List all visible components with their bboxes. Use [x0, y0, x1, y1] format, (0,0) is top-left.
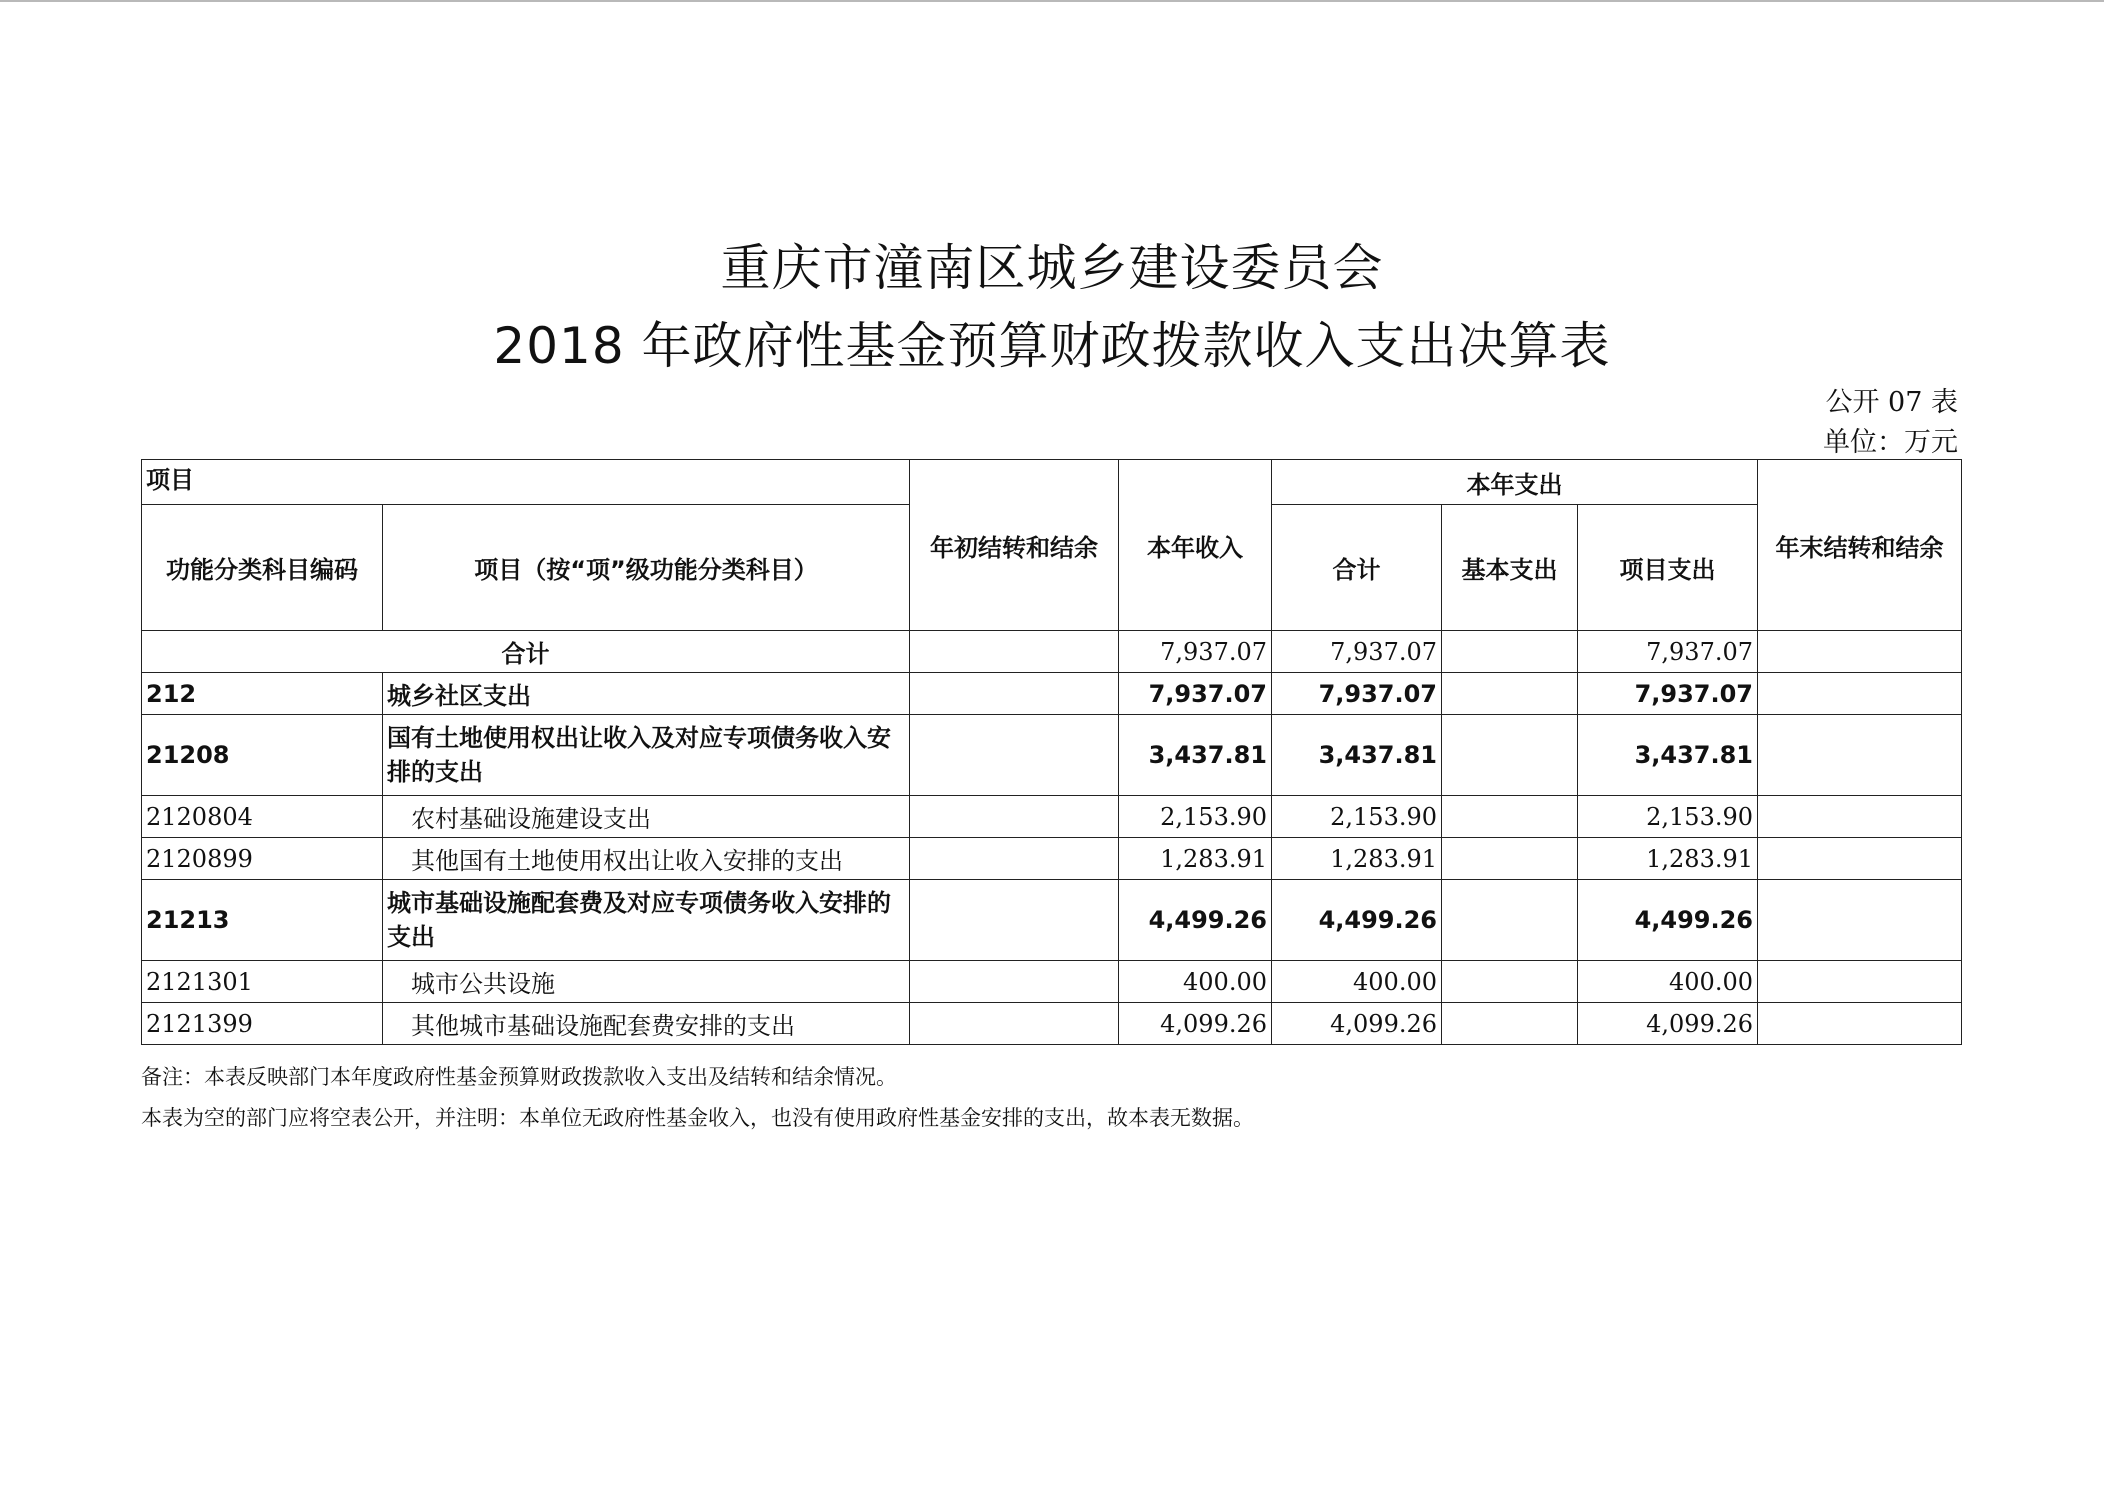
header-end-balance: 年末结转和结余	[1758, 460, 1962, 631]
row-end	[1758, 1003, 1962, 1045]
row-project: 400.00	[1578, 961, 1758, 1003]
row-total: 7,937.07	[1272, 631, 1442, 673]
row-end	[1758, 796, 1962, 838]
table-row	[142, 715, 1962, 796]
row-basic	[1442, 796, 1578, 838]
header-expense: 本年支出	[1272, 460, 1758, 505]
row-total: 4,499.26	[1272, 880, 1442, 961]
row-end	[1758, 880, 1962, 961]
row-name: 城市基础设施配套费及对应专项债务收入安排的支出	[383, 880, 910, 961]
row-project: 7,937.07	[1578, 631, 1758, 673]
row-code: 21208	[142, 715, 383, 796]
row-project: 3,437.81	[1578, 715, 1758, 796]
row-end	[1758, 715, 1962, 796]
row-begin	[910, 631, 1119, 673]
header-project: 项目支出	[1578, 505, 1758, 631]
row-name: 国有土地使用权出让收入及对应专项债务收入安排的支出	[383, 715, 910, 796]
row-begin	[910, 1003, 1119, 1045]
row-basic	[1442, 715, 1578, 796]
header-income: 本年收入	[1119, 460, 1272, 631]
row-end	[1758, 673, 1962, 715]
row-income: 3,437.81	[1119, 715, 1272, 796]
row-code: 2120899	[142, 838, 383, 880]
row-begin	[910, 715, 1119, 796]
row-begin	[910, 961, 1119, 1003]
row-income: 4,499.26	[1119, 880, 1272, 961]
row-income: 4,099.26	[1119, 1003, 1272, 1045]
page-title-line2: 2018 年政府性基金预算财政拨款收入支出决算表	[493, 317, 1611, 375]
row-basic	[1442, 838, 1578, 880]
row-name: 城市公共设施	[383, 961, 910, 1003]
table-row	[142, 1003, 1962, 1045]
row-code: 2121301	[142, 961, 383, 1003]
row-income: 7,937.07	[1119, 631, 1272, 673]
row-project: 4,499.26	[1578, 880, 1758, 961]
table-row	[142, 880, 1962, 961]
row-begin	[910, 880, 1119, 961]
row-income: 400.00	[1119, 961, 1272, 1003]
row-end	[1758, 838, 1962, 880]
table-row	[142, 673, 1962, 715]
row-project: 7,937.07	[1578, 673, 1758, 715]
row-total: 3,437.81	[1272, 715, 1442, 796]
header-item-name: 项目（按“项”级功能分类科目）	[383, 505, 910, 631]
page-title-line1: 重庆市潼南区城乡建设委员会	[720, 239, 1384, 297]
row-begin	[910, 796, 1119, 838]
row-name: 其他国有土地使用权出让收入安排的支出	[383, 838, 910, 880]
header-basic: 基本支出	[1442, 505, 1578, 631]
row-total: 4,099.26	[1272, 1003, 1442, 1045]
row-total: 7,937.07	[1272, 673, 1442, 715]
row-income: 1,283.91	[1119, 838, 1272, 880]
row-name: 合计	[142, 631, 910, 673]
budget-table	[141, 459, 1962, 1045]
row-code: 212	[142, 673, 383, 715]
row-income: 7,937.07	[1119, 673, 1272, 715]
row-basic	[1442, 961, 1578, 1003]
header-begin-balance: 年初结转和结余	[910, 460, 1119, 631]
row-code: 21213	[142, 880, 383, 961]
table-row	[142, 796, 1962, 838]
row-total: 400.00	[1272, 961, 1442, 1003]
footnote-remark: 备注：本表反映部门本年度政府性基金预算财政拨款收入支出及结转和结余情况。	[141, 1065, 897, 1089]
row-project: 2,153.90	[1578, 796, 1758, 838]
row-basic	[1442, 673, 1578, 715]
row-name: 农村基础设施建设支出	[383, 796, 910, 838]
row-project: 1,283.91	[1578, 838, 1758, 880]
row-begin	[910, 673, 1119, 715]
row-total: 1,283.91	[1272, 838, 1442, 880]
row-basic	[1442, 1003, 1578, 1045]
row-end	[1758, 631, 1962, 673]
row-code: 2120804	[142, 796, 383, 838]
footnote-empty-table: 本表为空的部门应将空表公开，并注明：本单位无政府性基金收入，也没有使用政府性基金安排的支出，故本表无数据。	[141, 1106, 1254, 1130]
top-border-line	[0, 0, 2104, 2]
table-row	[142, 961, 1962, 1003]
form-number: 公开 07 表	[1825, 387, 1958, 418]
row-basic	[1442, 880, 1578, 961]
row-name: 其他城市基础设施配套费安排的支出	[383, 1003, 910, 1045]
unit-label: 单位：万元	[1823, 427, 1958, 458]
row-income: 2,153.90	[1119, 796, 1272, 838]
row-begin	[910, 838, 1119, 880]
table-row	[142, 838, 1962, 880]
row-project: 4,099.26	[1578, 1003, 1758, 1045]
row-end	[1758, 961, 1962, 1003]
row-total: 2,153.90	[1272, 796, 1442, 838]
header-item: 项目	[142, 460, 910, 505]
table-row	[142, 631, 1962, 673]
row-basic	[1442, 631, 1578, 673]
row-code: 2121399	[142, 1003, 383, 1045]
header-code: 功能分类科目编码	[142, 505, 383, 631]
header-total: 合计	[1272, 505, 1442, 631]
row-name: 城乡社区支出	[383, 673, 910, 715]
